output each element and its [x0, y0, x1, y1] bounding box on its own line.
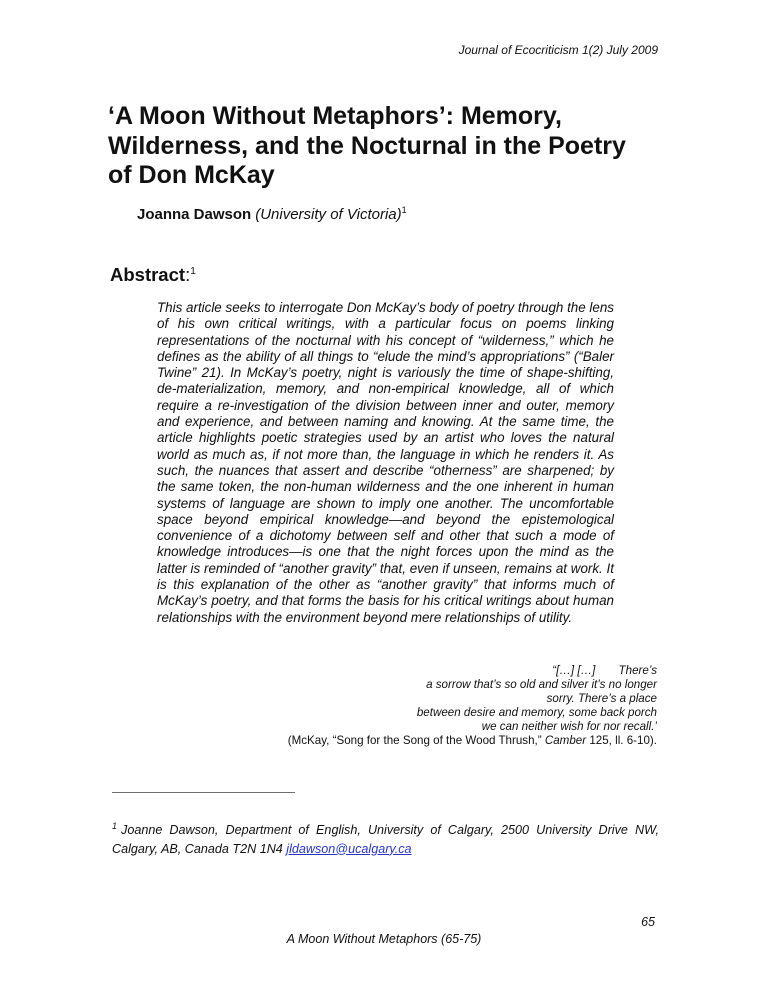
quote-citation-text: (McKay, “Song for the Song of the Wood Thrush,” — [287, 733, 545, 747]
quote-line: “[…] […] There’s — [552, 664, 657, 677]
author-name: Joanna Dawson — [137, 206, 252, 223]
author-footnote-mark: 1 — [401, 205, 407, 215]
abstract-heading-colon: : — [185, 264, 191, 285]
abstract-heading-word: Abstract — [110, 264, 186, 285]
author-email-link[interactable]: jldawson@ucalgary.ca — [286, 841, 412, 856]
quote-line: sorry. There’s a place — [546, 691, 657, 705]
journal-header: Journal of Ecocriticism 1(2) July 2009 — [458, 43, 658, 57]
abstract-text: This article seeks to interrogate Don McKay’s body of poetry through the lens of his own critical writings, with a particular focus on poems linking representations of the nocturnal with his concept of “wilderness,” which he defines as the ability of all things to “elude the mind’s appropriations” (“Baler Twine” 21). In McKay’s poetry, night is variously the time of shape-shifting, de-materialization, memory, and non-empirical knowledge, all of which require a re-investigation of the division between inner and outer, memory and experience, and between naming and knowing. At the same time, the article highlights poetic strategies used by an artist who loves the natural world as much as, if not more than, the language in which he renders it. As such, the nuances that assert and describe “otherness” are sharpened; by the same token, the non-human wilderness and the one inherent in human systems of language are shown to imply one another. The uncomfortable space beyond empirical knowledge—and beyond the epistemological convenience of a dichotomy between self and other that such a mode of knowledge introduces—is one that the night forces upon the mind as the latter is reminded of “another gravity” that, even if unseen, remains at work. It is this explanation of the other as “another gravity” that informs much of McKay’s poetry, and that forms the basis for his critical writings about human relationships with the environment beyond mere relationships of utility. — [157, 300, 614, 625]
running-footer-title: A Moon Without Metaphors (65-75) — [286, 932, 482, 946]
author-line — [137, 206, 407, 223]
abstract-footnote-mark: 1 — [190, 265, 196, 277]
quote-line: a sorrow that’s so old and silver it’s no longer — [426, 677, 657, 691]
author-affiliation: (University of Victoria) — [255, 206, 402, 223]
epigraph-quote — [227, 664, 657, 747]
article-title — [108, 102, 626, 191]
quote-citation-work-title: Camber — [544, 733, 587, 747]
article-title-line: ‘A Moon Without Metaphors’: Memory, — [108, 102, 562, 130]
page-number: 65 — [641, 915, 655, 929]
article-title-line: of Don McKay — [108, 161, 275, 189]
footnote-number: 1 — [112, 820, 118, 831]
abstract-heading — [110, 264, 196, 286]
quote-line: between desire and memory, some back porch — [416, 705, 657, 719]
article-title-line: Wilderness, and the Nocturnal in the Poetry — [108, 131, 626, 160]
quote-citation — [227, 734, 657, 748]
footnote — [112, 821, 659, 858]
footnote-separator-rule — [112, 792, 295, 793]
quote-citation-text: 125, ll. 6-10). — [586, 733, 657, 747]
quote-line: we can neither wish for nor recall.’ — [481, 719, 657, 733]
footnote-text: Joanne Dawson, Department of English, University of Calgary, 2500 University Drive NW, Calgary, AB, Canada T2N 1N4 — [112, 823, 659, 856]
